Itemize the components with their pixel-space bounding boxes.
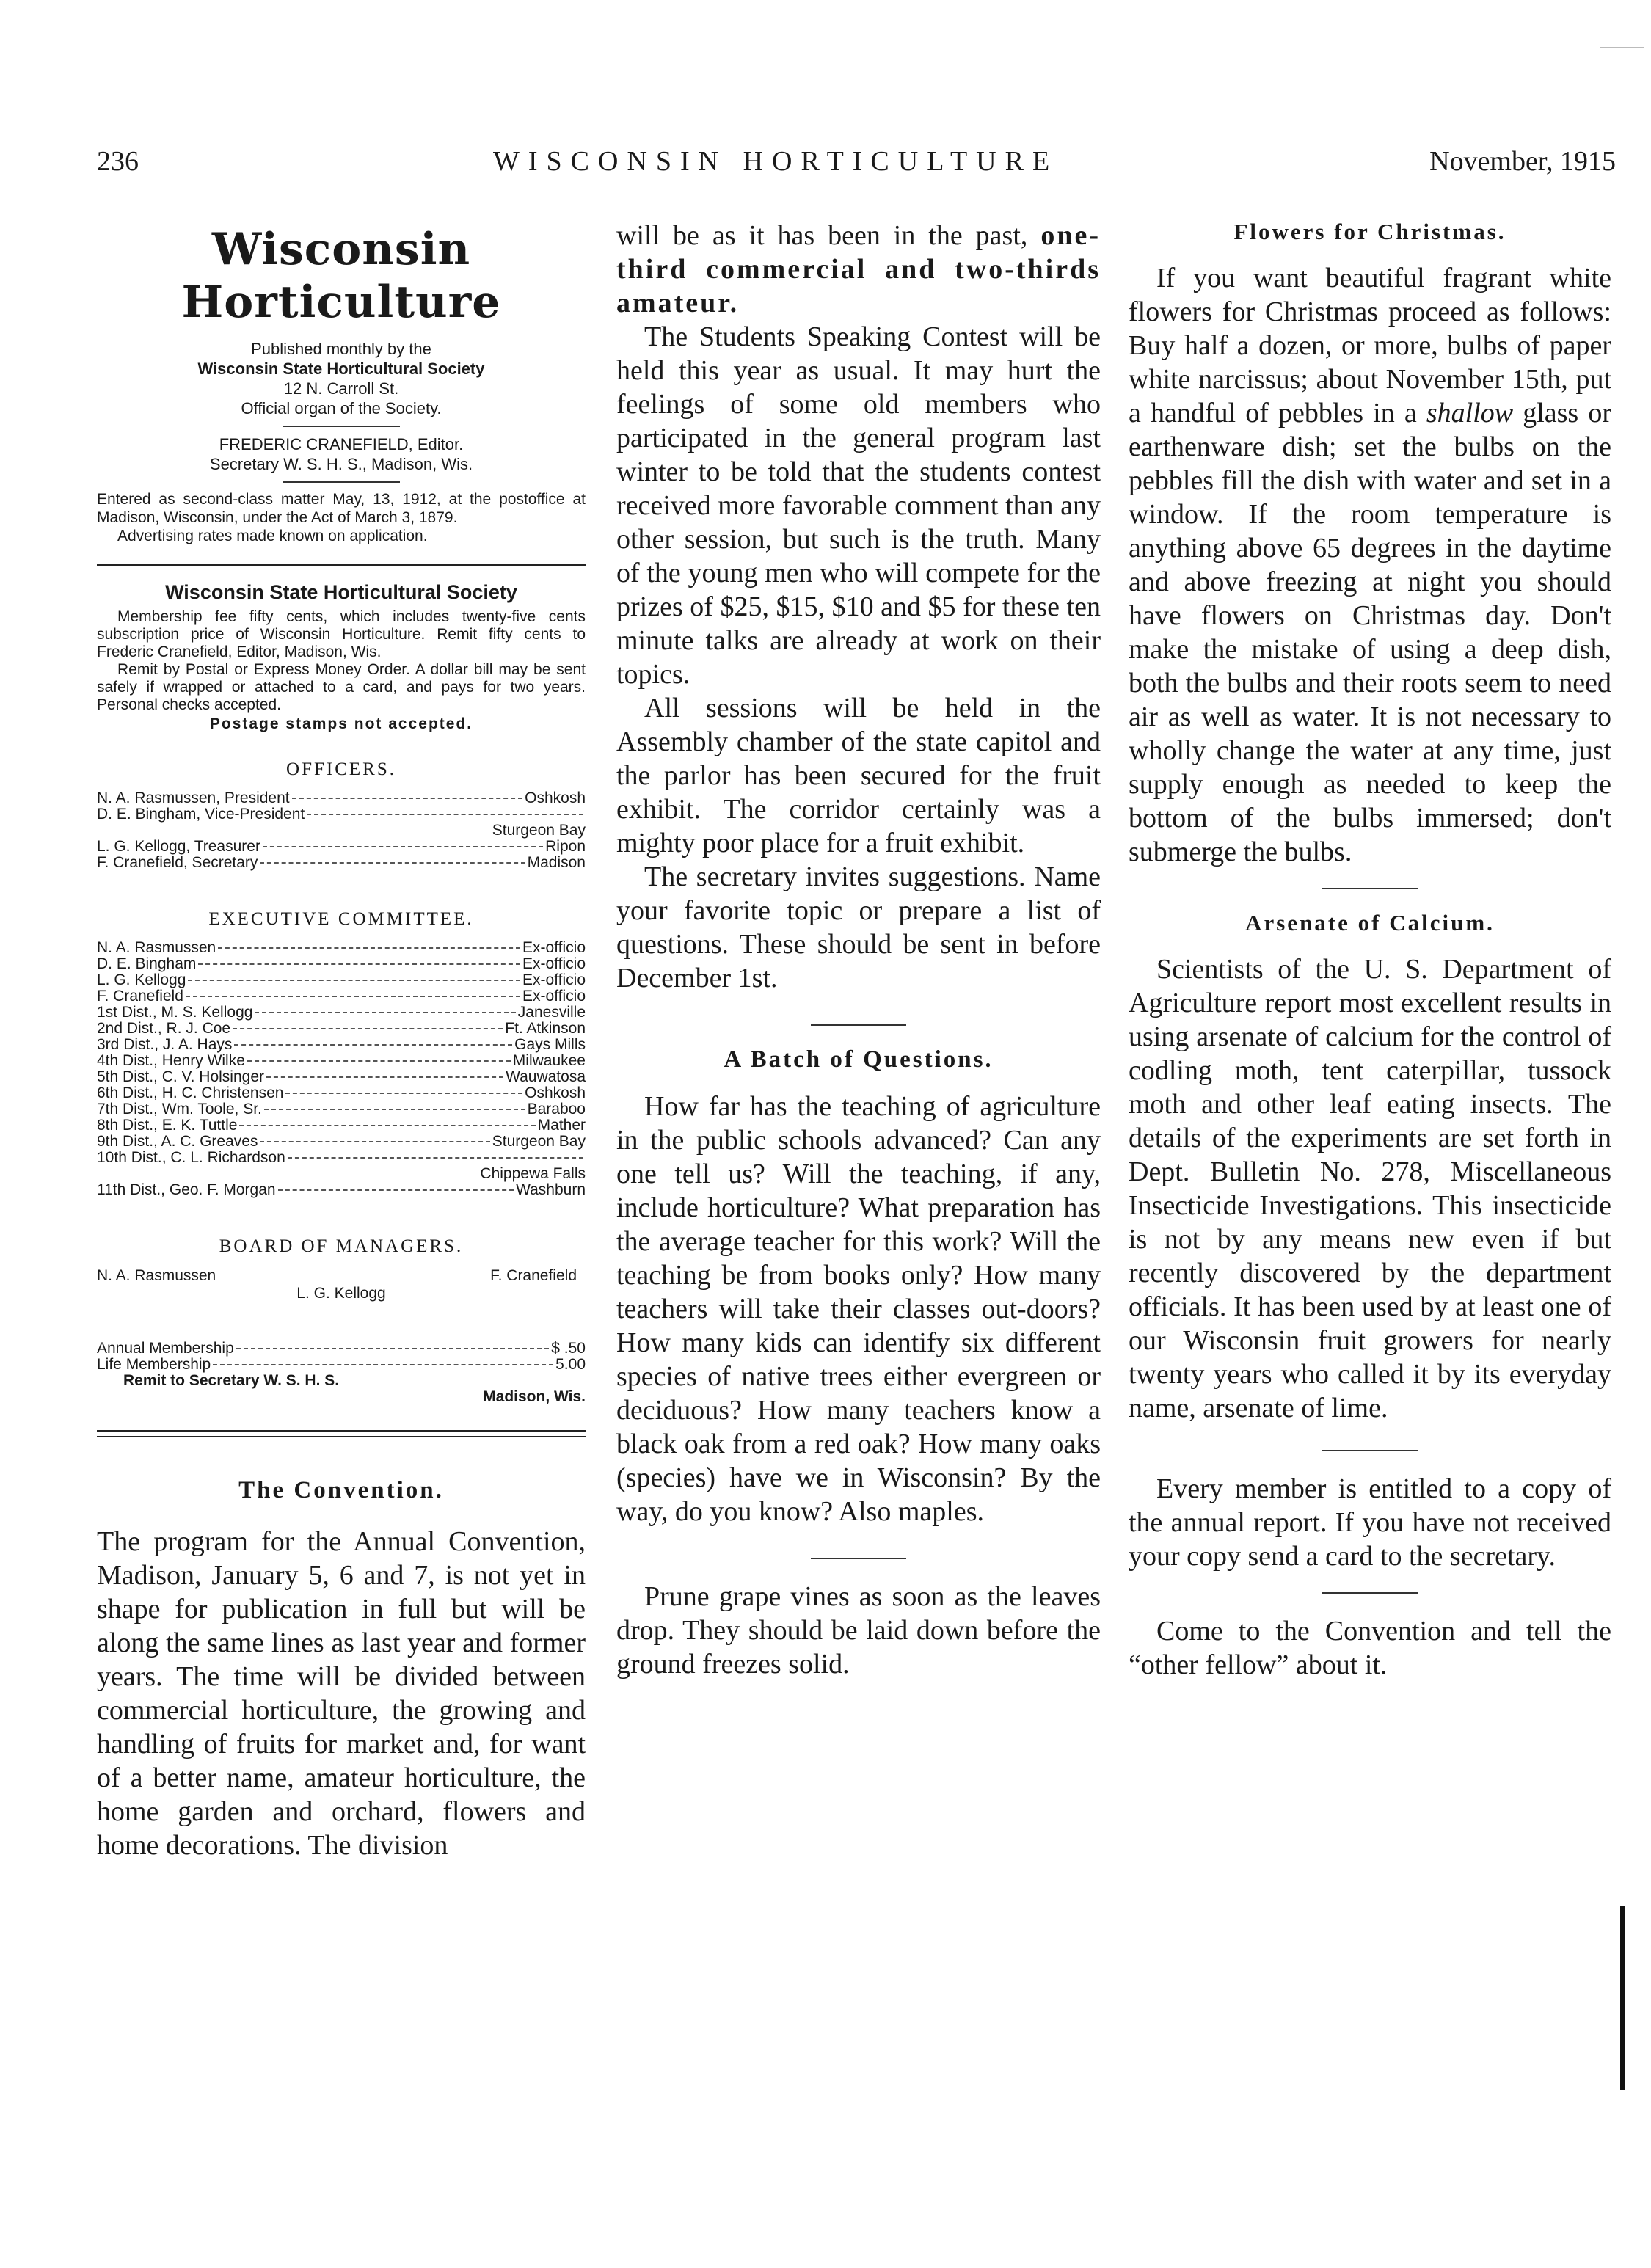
officer-row: F. Cranefield, Secretary Madison bbox=[97, 854, 586, 871]
fee-value: 5.00 bbox=[555, 1356, 586, 1373]
executive-row: N. A. Rasmussen Ex-officio bbox=[97, 939, 586, 956]
advertising-notice: Advertising rates made known on application. bbox=[117, 528, 428, 544]
district-row: 7th Dist., Wm. Toole, Sr. Baraboo bbox=[97, 1101, 586, 1117]
arsenate-heading: Arsenate of Calcium. bbox=[1245, 910, 1495, 936]
managers-list bbox=[97, 1267, 586, 1302]
postage-notice: Postage stamps not accepted. bbox=[209, 715, 473, 732]
margin-bar bbox=[1620, 1906, 1625, 2090]
running-head bbox=[97, 145, 1616, 189]
journal-title: WISCONSIN HORTICULTURE bbox=[493, 146, 1059, 177]
remit-place: Madison, Wis. bbox=[483, 1388, 586, 1405]
prune-paragraph: Prune grape vines as soon as the leaves drop. They should be laid down before the ground freezes solid. bbox=[616, 1581, 1101, 1680]
remit-to: Remit to Secretary W. S. H. S. bbox=[123, 1372, 340, 1389]
convention-continued bbox=[616, 219, 1101, 995]
page-number: 236 bbox=[97, 146, 139, 177]
christmas-emphasis: shallow bbox=[1426, 398, 1514, 429]
convention-paragraph: The program for the Annual Convention, Madison, January 5, 6 and 7, is not yet in shape for publication in full but will be along the same lines as last year and former years. The time will be divided between commercial horticulture, the growing and handling of fruits for market and, for want of a better name, amateur horticulture, the home garden and orchard, flowers and home decorations. The division bbox=[97, 1526, 586, 1861]
divider bbox=[1322, 1592, 1418, 1594]
manager-name: N. A. Rasmussen bbox=[97, 1267, 216, 1284]
divider bbox=[97, 1430, 586, 1437]
executive-row: L. G. Kellogg Ex-officio bbox=[97, 971, 586, 988]
society-box-heading: Wisconsin State Horticultural Society bbox=[165, 581, 517, 603]
entry-notice: Entered as second-class matter May, 13, 1912, at the postoffice at Madison, Wisconsin, under the Act of March 3, 1879. bbox=[97, 491, 586, 526]
scan-mark bbox=[1600, 47, 1644, 48]
fee-label: Life Membership bbox=[97, 1356, 211, 1373]
come-text bbox=[1129, 1614, 1611, 1682]
convention-heading: The Convention. bbox=[238, 1477, 444, 1503]
prune-text bbox=[616, 1580, 1101, 1681]
divider bbox=[97, 564, 586, 566]
managers-heading: BOARD OF MANAGERS. bbox=[219, 1236, 464, 1256]
district-row: 9th Dist., A. C. Greaves Sturgeon Bay bbox=[97, 1133, 586, 1150]
society-name: Wisconsin State Horticultural Society bbox=[197, 360, 485, 378]
officers-heading: OFFICERS. bbox=[286, 759, 396, 779]
remit-text: Remit by Postal or Express Money Order. A dollar bill may be sent safely if wrapped or attached to a card, and pays for two years. Personal checks accepted. bbox=[97, 661, 586, 713]
column-left bbox=[97, 219, 586, 1862]
officer-place: Sturgeon Bay bbox=[492, 822, 586, 839]
society-box-text bbox=[97, 608, 586, 714]
district-row: 3rd Dist., J. A. Hays Gays Mills bbox=[97, 1036, 586, 1053]
suggestions-paragraph: The secretary invites suggestions. Name your favorite topic or prepare a list of questions. These should be sent in before December 1st. bbox=[616, 861, 1101, 993]
divider bbox=[1322, 1450, 1418, 1451]
officers-list bbox=[97, 790, 586, 871]
fee-value: $ .50 bbox=[551, 1340, 586, 1357]
arsenate-text bbox=[1129, 952, 1611, 1425]
come-paragraph: Come to the Convention and tell the “other fellow” about it. bbox=[1129, 1616, 1611, 1680]
district-row: 8th Dist., E. K. Tuttle Mather bbox=[97, 1117, 586, 1134]
christmas-text bbox=[1129, 261, 1611, 869]
column-middle bbox=[616, 219, 1101, 1681]
contest-paragraph: The Students Speaking Contest will be held this year as usual. It may hurt the feelings of some old members who participated in the general program last winter to be told that the students contest received more favorable comment than any other session, but such is the truth. Many of the young men who will compete for the prizes of $25, $15, $10 and $5 for these ten minute talks are already at work on their topics. bbox=[616, 321, 1101, 690]
christmas-heading: Flowers for Christmas. bbox=[1233, 219, 1506, 244]
officer-row: N. A. Rasmussen, President Oshkosh bbox=[97, 790, 586, 806]
editor-line: FREDERIC CRANEFIELD, Editor. bbox=[219, 435, 464, 453]
officer-row: L. G. Kellogg, Treasurer Ripon bbox=[97, 838, 586, 855]
district-row: 10th Dist., C. L. Richardson bbox=[97, 1150, 586, 1166]
published-line: Published monthly by the bbox=[251, 340, 431, 358]
masthead-title: Wisconsin Horticulture bbox=[181, 224, 501, 328]
questions-text bbox=[616, 1090, 1101, 1528]
convention-text bbox=[97, 1525, 586, 1862]
questions-paragraph: How far has the teaching of agriculture in the public schools advanced? Can any one tell us? Will the teaching, if any, include horticulture? What preparation has the average teacher for this work? Will the teaching be from books only? How many teachers will take their classes out-doors? How many kids can identify six different species of native trees either evergreen or deciduous? How many teachers know a black oak from a red oak? How many oaks (species) have we in Wisconsin? By the way, do you know? Also maples. bbox=[616, 1091, 1101, 1527]
district-place: Chippewa Falls bbox=[480, 1165, 586, 1182]
membership-fees bbox=[97, 1341, 586, 1405]
christmas-paragraph-start: If you want beautiful fragrant white flowers for Christmas proceed as follows: Buy half a dozen, or more, bulbs of paper white narcissus; about November 15th, put a handful of pebbles in a bbox=[1129, 263, 1611, 429]
fee-label: Annual Membership bbox=[97, 1340, 234, 1357]
divider bbox=[1322, 888, 1418, 889]
society-address: 12 N. Carroll St. bbox=[283, 379, 399, 398]
officer-row: D. E. Bingham, Vice-President bbox=[97, 806, 586, 823]
district-row: 5th Dist., C. V. Holsinger Wauwatosa bbox=[97, 1068, 586, 1085]
sessions-paragraph: All sessions will be held in the Assembly chamber of the state capitol and the parlor has been secured for the fruit exhibit. The corridor certainly was a mighty poor place for a fruit exhibit. bbox=[616, 693, 1101, 858]
convention-continuation: will be as it has been in the past, bbox=[616, 220, 1028, 251]
report-paragraph: Every member is entitled to a copy of the annual report. If you have not received your copy send a card to the secretary. bbox=[1129, 1473, 1611, 1572]
divider bbox=[811, 1024, 906, 1026]
district-row: 6th Dist., H. C. Christensen Oshkosh bbox=[97, 1084, 586, 1101]
official-organ: Official organ of the Society. bbox=[241, 399, 442, 417]
district-row: 1st Dist., M. S. Kellogg Janesville bbox=[97, 1004, 586, 1021]
christmas-paragraph-end: glass or earthenware dish; set the bulbs on the pebbles fill the dish with water and set in a window. If the room temperature is anything above 65 degrees in the daytime and above freezing at night you should have flowers on Christmas day. Don't make the mistake of using a deep dish, both the bulbs and their roots seem to need air as well as water. It is not necessary to wholly change the water at any time, just supply enough as needed to keep the bottom of the bulbs immersed; don't submerge the bulbs. bbox=[1129, 398, 1611, 867]
district-row: 11th Dist., Geo. F. Morgan Washburn bbox=[97, 1181, 586, 1198]
district-row: 2nd Dist., R. J. Coe Ft. Atkinson bbox=[97, 1020, 586, 1037]
executive-row: F. Cranefield Ex-officio bbox=[97, 988, 586, 1004]
executive-list bbox=[97, 940, 586, 1198]
executive-row: D. E. Bingham Ex-officio bbox=[97, 955, 586, 972]
secretary-line: Secretary W. S. H. S., Madison, Wis. bbox=[209, 455, 473, 473]
executive-heading: EXECUTIVE COMMITTEE. bbox=[208, 909, 474, 929]
manager-name: L. G. Kellogg bbox=[296, 1285, 386, 1302]
membership-text: Membership fee fifty cents, which includes twenty-five cents subscription price of Wisconsin Horticulture. Remit fifty cents to Frederic Cranefield, Editor, Madison, Wis. bbox=[97, 608, 586, 660]
divider bbox=[283, 426, 400, 427]
divider bbox=[811, 1558, 906, 1559]
manager-name: F. Cranefield bbox=[490, 1267, 577, 1284]
column-right bbox=[1129, 219, 1611, 1682]
arsenate-paragraph: Scientists of the U. S. Department of Agriculture report most excellent results in using arsenate of calcium for the control of codling moth, tent caterpillar, tussock moth and other leaf eating insects. The details of the experiments are set forth in Dept. Bulletin No. 278, Miscellaneous Insecticide Investigations. This insecticide is not by any means new even if but recently discovered by the department officials. It has been used by at least one of our Wisconsin fruit growers for nearly twenty years who called it by its everyday name, arsenate of lime. bbox=[1129, 954, 1611, 1423]
issue-date: November, 1915 bbox=[1429, 146, 1616, 177]
convention-emphasis: one-third commercial and two-thirds amateur. bbox=[616, 220, 1101, 318]
divider bbox=[283, 481, 400, 483]
report-text bbox=[1129, 1472, 1611, 1573]
questions-heading: A Batch of Questions. bbox=[724, 1046, 994, 1073]
district-row: 4th Dist., Henry Wilke Milwaukee bbox=[97, 1052, 586, 1069]
